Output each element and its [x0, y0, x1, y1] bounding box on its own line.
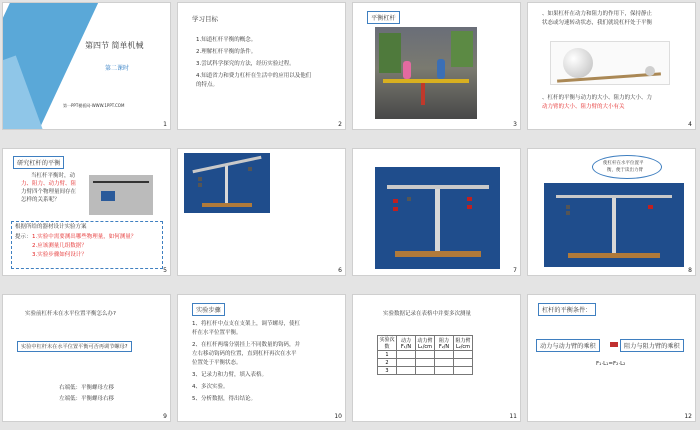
slide-number: 9: [163, 413, 167, 420]
slide-thumbnail-9[interactable]: [2, 294, 171, 422]
table-header: 阻力臂L₂/cm: [455, 337, 471, 350]
slide-heading: 实验步骤: [192, 303, 225, 316]
child-left: [403, 61, 411, 79]
slide-thumbnail-7[interactable]: [352, 148, 521, 276]
slide-number: 12: [684, 413, 692, 420]
slide-thumbnail-11[interactable]: [352, 294, 521, 422]
step-line-4: 左右移动钩码的位置，直到杠杆再次在水平: [192, 351, 297, 357]
slide-thumbnail-6[interactable]: [177, 148, 346, 276]
slide-number: 5: [163, 267, 167, 274]
question-line-2: 力、阻力、动力臂、阻: [21, 181, 77, 187]
slide-number: 11: [509, 413, 517, 420]
tip-1: 1.实验中需要测出哪些物理量，如何测量？: [32, 234, 137, 240]
table-row-label: 1: [378, 351, 397, 359]
callout-bubble: [592, 155, 662, 179]
slide-number: 3: [513, 121, 517, 128]
seesaw-pivot: [421, 83, 425, 105]
step-line-3: 2、在杠杆两端分别挂上不同数量的钩码，并: [192, 342, 301, 348]
slide-footer: 第一PPT模板网-WWW.1PPT.COM: [63, 103, 125, 108]
seesaw-beam: [383, 79, 469, 83]
rule-left-low: 左端低：平衡螺母右移: [59, 396, 115, 402]
text-line-4: 动力臂的大小、阻力臂的大小有关: [542, 104, 625, 110]
slide-heading: 研究杠杆的平衡: [13, 156, 64, 169]
equals-marker: [610, 342, 618, 347]
lever-diagram: [544, 183, 684, 267]
tip-label: 提示：: [15, 234, 32, 240]
tip-3: 3.实验步骤如何设计？: [32, 252, 87, 258]
goal-item-3: 3.尝试科学探究的方法，经历实验过程。: [196, 61, 295, 67]
table-header: 动力臂L₁/cm: [417, 337, 433, 350]
step-line-6: 3、记录力和力臂，填入表格。: [192, 372, 268, 378]
step-line-1: 1、将杠杆中点支在支架上，调节螺母，使杠: [192, 321, 301, 327]
data-table: [377, 335, 473, 375]
text-line-2: 状态或匀速转动状态，我们就说杠杆处于平衡: [542, 20, 653, 26]
table-row-label: 2: [378, 359, 397, 367]
step-line-2: 杆在水平位置平衡。: [192, 330, 242, 336]
plan-box: [11, 221, 163, 269]
goal-item-1: 1.知道杠杆平衡的概念。: [196, 37, 257, 43]
table-header: 动力F₁/N: [397, 336, 416, 351]
child-right: [437, 59, 445, 79]
slide-thumbnail-12[interactable]: [527, 294, 696, 422]
step-line-7: 4、多次实验。: [192, 384, 229, 390]
equipment-photo: [89, 175, 153, 215]
step-line-8: 5、分析数据，得出结论。: [192, 396, 257, 402]
tip-2: 2.应该测量几组数据？: [32, 243, 87, 249]
question-line-4: 怎样的关系呢？: [21, 197, 60, 203]
condition-box-2: 阻力与阻力臂的乘积: [620, 339, 684, 352]
slide-subtitle: 第二课时: [105, 65, 130, 72]
lever-diagram: [375, 167, 500, 269]
table-row-label: 3: [378, 367, 397, 375]
slide-title: 第四节 简单机械: [85, 41, 144, 50]
seesaw-photo: [375, 27, 477, 119]
slide-number: 6: [338, 267, 342, 274]
question-box: 实验中杠杆未在水平位置平衡可否再调节螺母?: [17, 341, 132, 352]
slide-thumbnail-3[interactable]: [352, 2, 521, 130]
plan-heading: 根据所给的器材设计实验方案: [15, 224, 87, 230]
condition-box-1: 动力与动力臂的乘积: [536, 339, 600, 352]
table-header: 阻力F₂/N: [435, 336, 454, 351]
slide-number: 7: [513, 267, 517, 274]
goal-item-2: 2.理解杠杆平衡的条件。: [196, 49, 257, 55]
slide-number: 4: [688, 121, 692, 128]
slide-heading: 平衡杠杆: [367, 11, 400, 24]
slide-number: 2: [338, 121, 342, 128]
callout-line-1: 使杠杆在水平位置平: [603, 161, 644, 166]
slide-heading: 杠杆的平衡条件：: [538, 303, 596, 316]
text-line-3: 、杠杆的平衡与动力的大小、阻力的大小、力: [542, 95, 653, 101]
lever-diagram: [184, 153, 270, 213]
question-line-3: 力臂四个物理量间存在: [21, 189, 77, 195]
goal-item-4-cont: 的特点。: [196, 82, 219, 88]
rule-right-low: 右端低：平衡螺母左移: [59, 385, 115, 391]
slide-thumbnail-8[interactable]: [527, 148, 696, 276]
slide-number: 1: [163, 121, 167, 128]
slide-thumbnail-10[interactable]: [177, 294, 346, 422]
slide-heading: 实验数据记录在表格中并要多次测量: [383, 311, 472, 317]
formula: F₁·L₁=F₂·L₂: [596, 361, 626, 367]
slide-thumbnail-1[interactable]: [2, 2, 171, 130]
balance-image: [550, 41, 670, 85]
goal-item-4: 4.知道省力和费力杠杆在生活中的应用以及他们: [196, 73, 312, 79]
slide-heading: 学习目标: [192, 15, 218, 23]
question-line-1: 当杠杆平衡时，动: [31, 173, 76, 179]
slide-thumbnail-5[interactable]: [2, 148, 171, 276]
slide-thumbnail-4[interactable]: [527, 2, 696, 130]
text-line-1: 、如果杠杆在动力和阻力的作用下，保持静止: [542, 11, 653, 17]
table-header: 实验次数: [379, 337, 395, 350]
slide-number: 8: [688, 267, 692, 274]
slide-number: 10: [334, 413, 342, 420]
question-text: 实验前杠杆未在水平位置平衡怎么办?: [25, 311, 116, 317]
callout-line-2: 衡，便于读出力臂: [607, 168, 643, 173]
step-line-5: 位置处于平衡状态。: [192, 360, 242, 366]
slide-thumbnail-2[interactable]: [177, 2, 346, 130]
